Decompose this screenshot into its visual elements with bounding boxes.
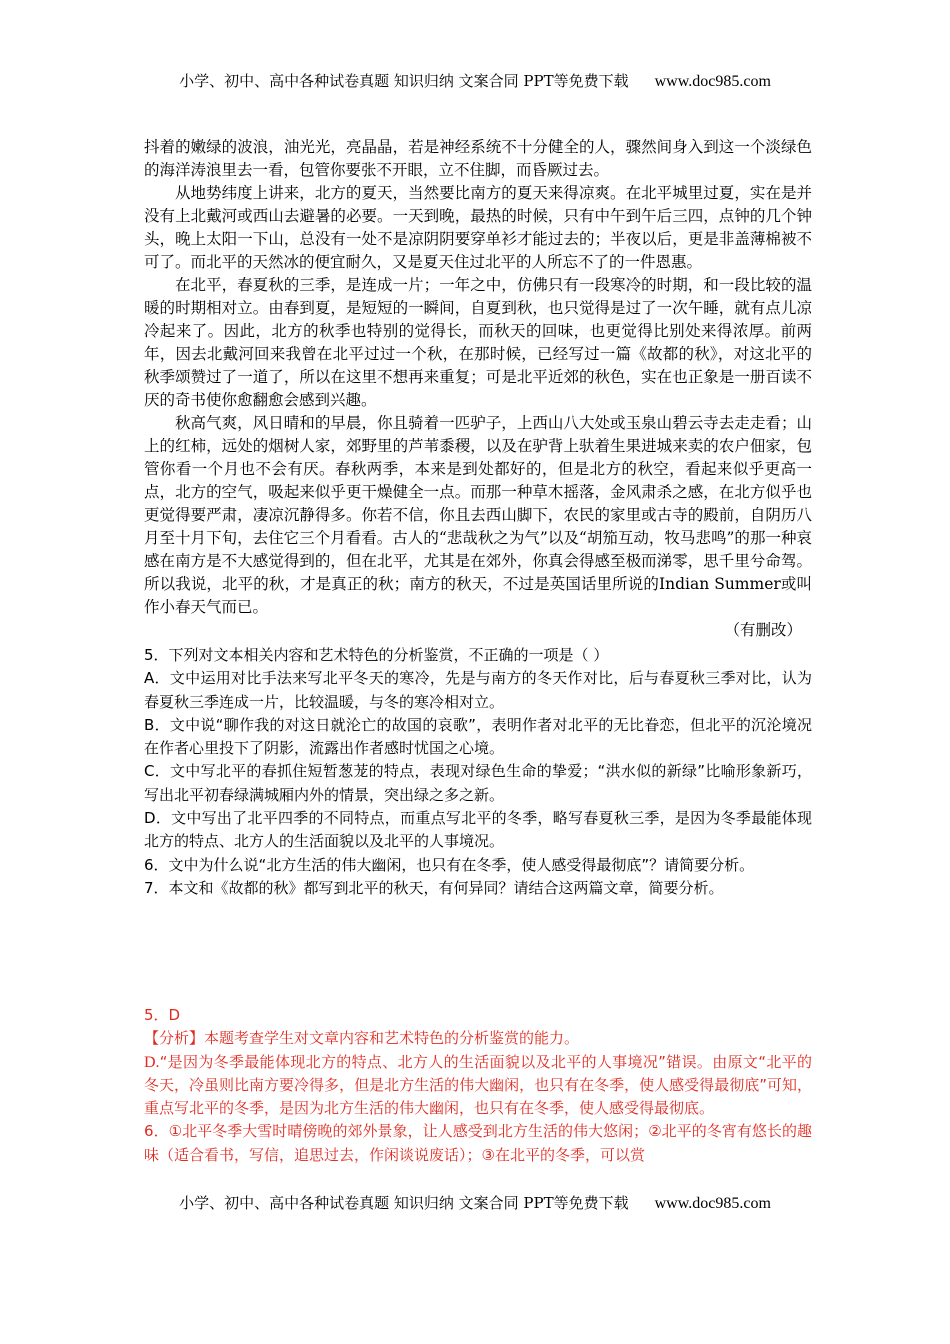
question-7: 7．本文和《故都的秋》都写到北平的秋天，有何异同？请结合这两篇文章，简要分析。 [144,878,724,897]
header-site-link[interactable]: www.doc985.com [654,73,771,90]
answer-section [144,1004,812,1181]
question-6: 6．文中为什么说“北方生活的伟大幽闲，也只有在冬季，使人感受得最彻底”？请简要分析。 [144,855,755,874]
option-d-explanation [144,1051,812,1121]
option-d: D．文中写出了北平四季的不同特点，而重点写北平的冬季，略写春夏秋三季，是因为冬季最能体现北方的特点、北方人的生活面貌以及北平的人事境况。 [144,809,812,851]
article-paragraph: 抖着的嫩绿的波浪，油光光，亮晶晶，若是神经系统不十分健全的人，骤然间身入到这一个淡绿色的海洋涛浪里去一看，包管你要张不开眼，立不住脚，而昏厥过去。 [144,138,812,179]
option-c: C．文中写北平的春抓住短暂葱茏的特点，表现对绿色生命的挚爱；“洪水似的新绿”比喻形象新巧，写出北平初春绿满城厢内外的情景，突出绿之多之新。 [144,762,812,804]
article-paragraph: 在北平，春夏秋的三季，是连成一片；一年之中，仿佛只有一段寒冷的时期，和一段比较的温暖的时期相对立。由春到夏，是短短的一瞬间，自夏到秋，也只觉得是过了一次午睡，就有点儿凉冷起来了。因此，北方的秋季也特别的觉得长，而秋天的回味，也更觉得比别处来得浓厚。前两年，因去北戴河回来我曾在北平过过一个秋，在那时候，已经写过一篇《故都的秋》，对这北平的秋季颂赞过了一道了，所以在这里不想再来重复；可是北平近郊的秋色，实在也正象是一册百读不厌的奇书使你愈翻愈会感到兴趣。 [144,276,812,409]
d-text: “是因为冬季最能体现北方的特点、北方人的生活面貌以及北平的人事境况”错误。由原文“北平的冬天，冷虽则比南方要冷得多，但是北方生活的伟大幽闲，也只有在冬季，使人感受得最彻底”可知，重点写北平的冬季，是因为北方生活的伟大幽闲，也只有在冬季，使人感受得最彻底。 [144,1052,812,1118]
article-body [144,136,812,619]
page-footer [0,1192,950,1213]
answer-5: 5．D [144,1006,181,1024]
question-5: 5．下列对文本相关内容和艺术特色的分析鉴赏，不正确的一项是（ ） [144,646,609,664]
header-text: 小学、初中、高中各种试卷真题 知识归纳 文案合同 PPT等免费下载 [179,72,629,90]
option-a: A．文中运用对比手法来写北平冬天的寒冷，先是与南方的冬天作对比，后与春夏秋三季对比，认为春夏秋三季连成一片，比较温暖，与冬的寒冷相对立。 [144,669,812,711]
question-list [144,644,812,900]
footer-text: 小学、初中、高中各种试卷真题 知识归纳 文案合同 PPT等免费下载 [179,1194,629,1212]
article-paragraph: 秋高气爽，风日晴和的早晨，你且骑着一匹驴子，上西山八大处或玉泉山碧云寺去走走看；山上的红柿，远处的烟树人家，郊野里的芦苇黍稷，以及在驴背上驮着生果进城来卖的农户佃家，包管你看一个月也不会有厌。春秋两季，本来是到处都好的，但是北方的秋空，看起来似乎更高一点，北方的空气，吸起来似乎更干燥健全一点。而那一种草木摇落，金风肃杀之感，在北方似乎也更觉得要严肃，凄凉沉静得多。你若不信，你且去西山脚下，农民的家里或古寺的殿前，自阴历八月至十月下旬，去住它三个月看看。古人的“悲哉秋之为气”以及“胡笳互动，牧马悲鸣”的那一种哀感在南方是不大感觉得到的，但在北平，尤其是在郊外，你真会得感至极而涕零，思千里兮命驾。所以我说，北平的秋，才是真正的秋；南方的秋天，不过是英国话里所说的Indian Summer或叫作小春天气而已。 [144,414,812,616]
main-content [144,136,812,900]
analysis-label: 【分析】 [144,1029,205,1048]
answer-6: 6．①北平冬季大雪时晴傍晚的郊外景象，让人感受到北方生活的伟大悠闲；②北平的冬宵有悠长的趣味（适合看书，写信，追思过去，作闲谈说废话）；③在北平的冬季，可以赏 [144,1122,812,1164]
page-header [0,70,950,91]
option-b: B．文中说“聊作我的对这日就沦亡的故国的哀歌”，表明作者对北平的无比眷恋，但北平的沉沦境况在作者心里投下了阴影，流露出作者感时忧国之心境。 [144,715,812,758]
footer-site-link[interactable]: www.doc985.com [654,1195,771,1212]
analysis-text: 本题考查学生对文章内容和艺术特色的分析鉴赏的能力。 [204,1029,580,1048]
answer-body [144,1027,812,1181]
revision-note: （有删改） [724,621,802,639]
article-paragraph: 从地势纬度上讲来，北方的夏天，当然要比南方的夏天来得凉爽。在北平城里过夏，实在是并没有上北戴河或西山去避暑的必要。一天到晚，最热的时候，只有中午到午后三四，点钟的几个钟头，晚上太阳一下山，总没有一处不是凉阴阴要穿单衫才能过去的；半夜以后，更是非盖薄棉被不可了。而北平的天然冰的便宜耐久，又是夏天住过北平的人所忘不了的一件恩惠。 [144,184,812,271]
d-label: D. [144,1053,160,1071]
analysis-line [144,1027,812,1050]
